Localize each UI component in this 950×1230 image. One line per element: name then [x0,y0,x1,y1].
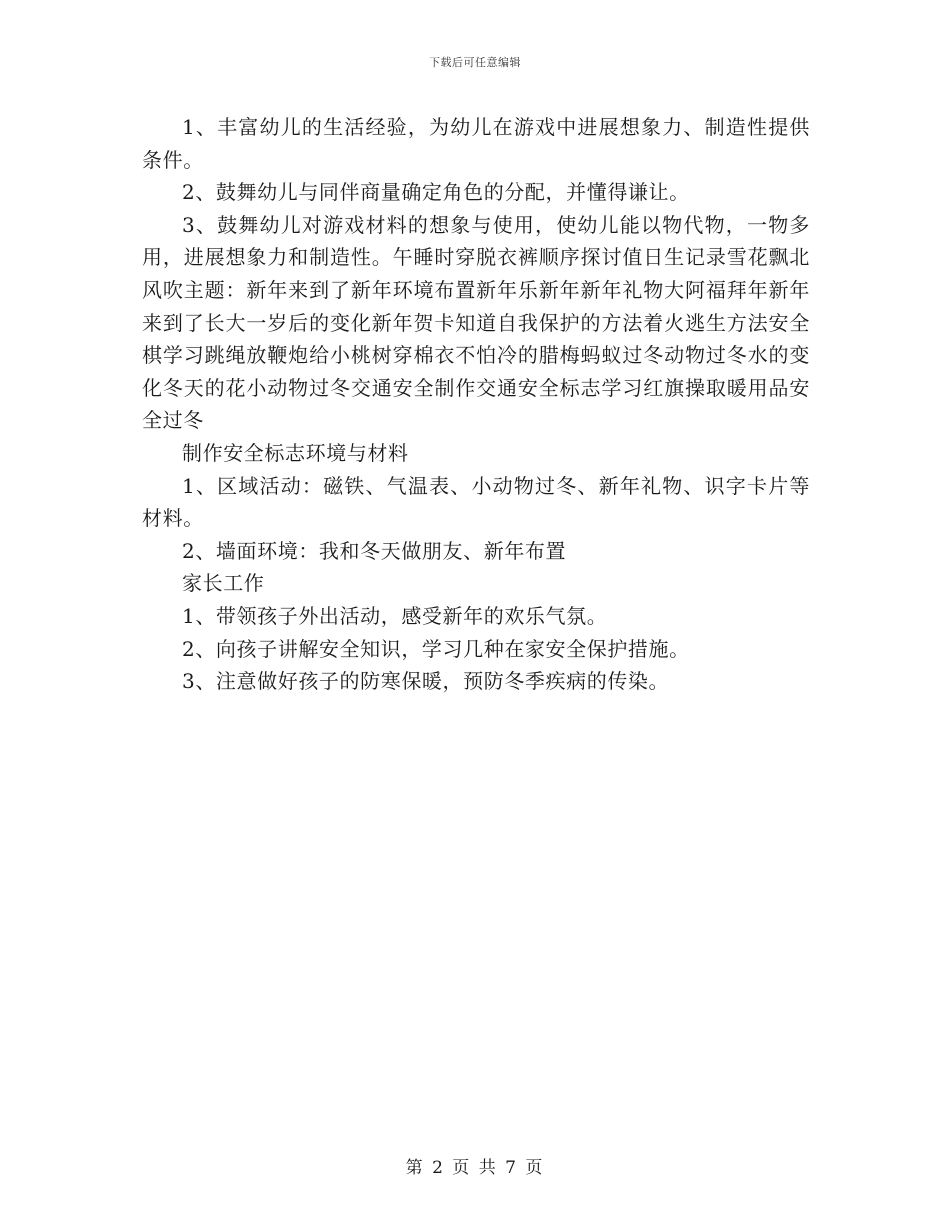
paragraph-parent-2: 2、向孩子讲解安全知识，学习几种在家安全保护措施。 [182,636,690,661]
paragraph-parent-3: 3、注意做好孩子的防寒保暖，预防冬季疾病的传染。 [182,669,670,694]
document-body [142,111,810,698]
page-footer: 第 2 页 共 7 页 [405,1158,545,1178]
section-heading-parents: 家长工作 [182,571,265,596]
paragraph-env-2: 2、墙面环境：我和冬天做朋友、新年布置 [182,538,567,563]
paragraph-parent-1: 1、带领孩子外出活动，感受新年的欢乐气氛。 [182,603,608,628]
page-header: 下载后可任意编辑 [429,56,521,69]
section-heading-environment: 制作安全标志环境与材料 [182,440,409,465]
paragraph-goal-1: 1、丰富幼儿的生活经验，为幼儿在游戏中进展想象力、制造性提供条件。 [142,115,810,172]
paragraph-goal-2: 2、鼓舞幼儿与同伴商量确定角色的分配，并懂得谦让。 [182,180,690,205]
paragraph-goal-3: 3、鼓舞幼儿对游戏材料的想象与使用，使幼儿能以物代物，一物多用，进展想象力和制造性。午睡时穿脱衣裤顺序探讨值日生记录雪花飘北风吹主题：新年来到了新年环境布置新年乐新年新年礼物大阿福拜年新年来到了长大一岁后的变化新年贺卡知道自我保护的方法着火逃生方法安全棋学习跳绳放鞭炮给小桃树穿棉衣不怕冷的腊梅蚂蚁过冬动物过冬水的变化冬天的花小动物过冬交通安全制作交通安全标志学习红旗操取暖用品安全过冬 [142,212,810,433]
paragraph-env-1: 1、区域活动：磁铁、气温表、小动物过冬、新年礼物、识字卡片等材料。 [142,473,810,531]
